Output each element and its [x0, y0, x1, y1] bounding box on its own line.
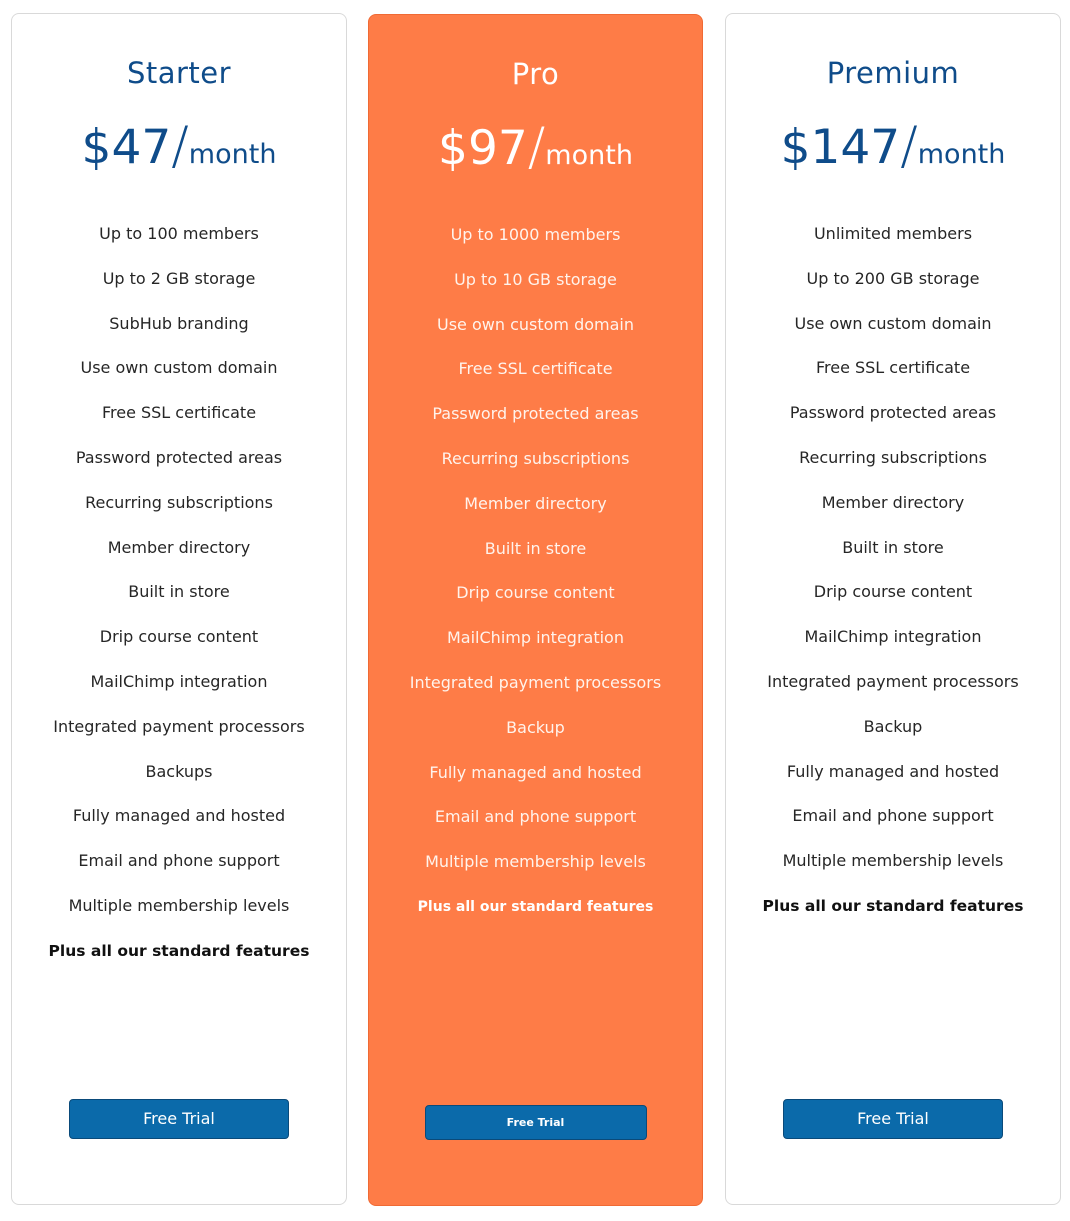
feature-item: Drip course content: [99, 627, 259, 647]
feature-item: Multiple membership levels: [782, 851, 1004, 871]
free-trial-button[interactable]: Free Trial: [69, 1099, 289, 1139]
feature-item: Recurring subscriptions: [799, 447, 987, 467]
feature-item: Backup: [863, 716, 923, 736]
price-slash: /: [171, 116, 189, 176]
feature-item: Fully managed and hosted: [72, 806, 286, 826]
feature-item: Built in store: [128, 582, 230, 602]
feature-item: Email and phone support: [78, 851, 280, 871]
plan-price: [726, 116, 1060, 176]
feature-item: Email and phone support: [434, 807, 637, 827]
feature-item: Password protected areas: [75, 447, 283, 467]
feature-item: Member directory: [821, 492, 965, 512]
feature-extra: Plus all our standard features: [48, 941, 310, 960]
plan-price: [12, 116, 346, 176]
feature-item: Fully managed and hosted: [429, 762, 642, 782]
feature-item: MailChimp integration: [447, 628, 624, 648]
price-amount: $147: [780, 120, 901, 175]
price-amount: $47: [81, 120, 172, 175]
feature-item: Up to 100 members: [99, 224, 259, 243]
feature-item: Backups: [145, 761, 213, 781]
feature-item: Member directory: [464, 493, 607, 513]
feature-item: Drip course content: [456, 583, 615, 603]
feature-item: MailChimp integration: [804, 627, 982, 647]
feature-item: MailChimp integration: [90, 671, 268, 691]
free-trial-button[interactable]: Free Trial: [783, 1099, 1003, 1139]
plan-card-starter: [11, 13, 347, 1205]
price-period: month: [188, 139, 277, 170]
plan-name: Pro: [511, 57, 560, 91]
price-slash: /: [527, 117, 546, 177]
feature-item: Use own custom domain: [794, 313, 992, 333]
feature-list: [726, 208, 1060, 925]
free-trial-button[interactable]: Free Trial: [425, 1105, 647, 1140]
price-slash: /: [900, 116, 918, 176]
feature-item: Recurring subscriptions: [441, 448, 630, 468]
feature-item: Multiple membership levels: [68, 895, 290, 915]
plan-name: Starter: [126, 56, 232, 90]
feature-item: Recurring subscriptions: [85, 492, 273, 512]
feature-item: Use own custom domain: [436, 314, 634, 334]
feature-item: Up to 1000 members: [450, 225, 621, 244]
feature-item: Integrated payment processors: [53, 716, 305, 736]
feature-item: Up to 200 GB storage: [806, 268, 980, 288]
feature-item: Backup: [506, 717, 565, 737]
plan-price: [369, 117, 702, 177]
feature-item: SubHub branding: [109, 313, 249, 333]
feature-item: Integrated payment processors: [409, 672, 662, 692]
feature-item: Built in store: [484, 538, 587, 558]
feature-item: Use own custom domain: [80, 358, 278, 378]
feature-item: Member directory: [107, 537, 251, 557]
price-amount: $97: [438, 121, 528, 176]
price-period: month: [917, 139, 1006, 170]
plan-card-pro: [368, 14, 703, 1206]
feature-item: Free SSL certificate: [458, 359, 613, 379]
feature-item: Up to 10 GB storage: [454, 269, 617, 289]
feature-item: Fully managed and hosted: [786, 761, 1000, 781]
feature-item: Password protected areas: [789, 403, 997, 423]
feature-item: Integrated payment processors: [767, 671, 1019, 691]
feature-item: Email and phone support: [792, 806, 994, 826]
feature-item: Unlimited members: [813, 224, 973, 243]
feature-item: Built in store: [842, 537, 944, 557]
feature-item: Up to 2 GB storage: [102, 268, 256, 288]
plan-card-premium: [725, 13, 1061, 1205]
feature-item: Password protected areas: [432, 404, 639, 424]
feature-extra: Plus all our standard features: [762, 896, 1024, 915]
feature-extra: Plus all our standard features: [417, 898, 654, 915]
feature-list: [369, 209, 702, 926]
feature-item: Drip course content: [813, 582, 973, 602]
plan-name: Premium: [826, 56, 960, 90]
feature-item: Free SSL certificate: [815, 358, 971, 378]
feature-item: Free SSL certificate: [101, 403, 257, 423]
feature-list: [12, 208, 346, 970]
price-period: month: [545, 140, 633, 171]
feature-item: Multiple membership levels: [425, 852, 646, 872]
